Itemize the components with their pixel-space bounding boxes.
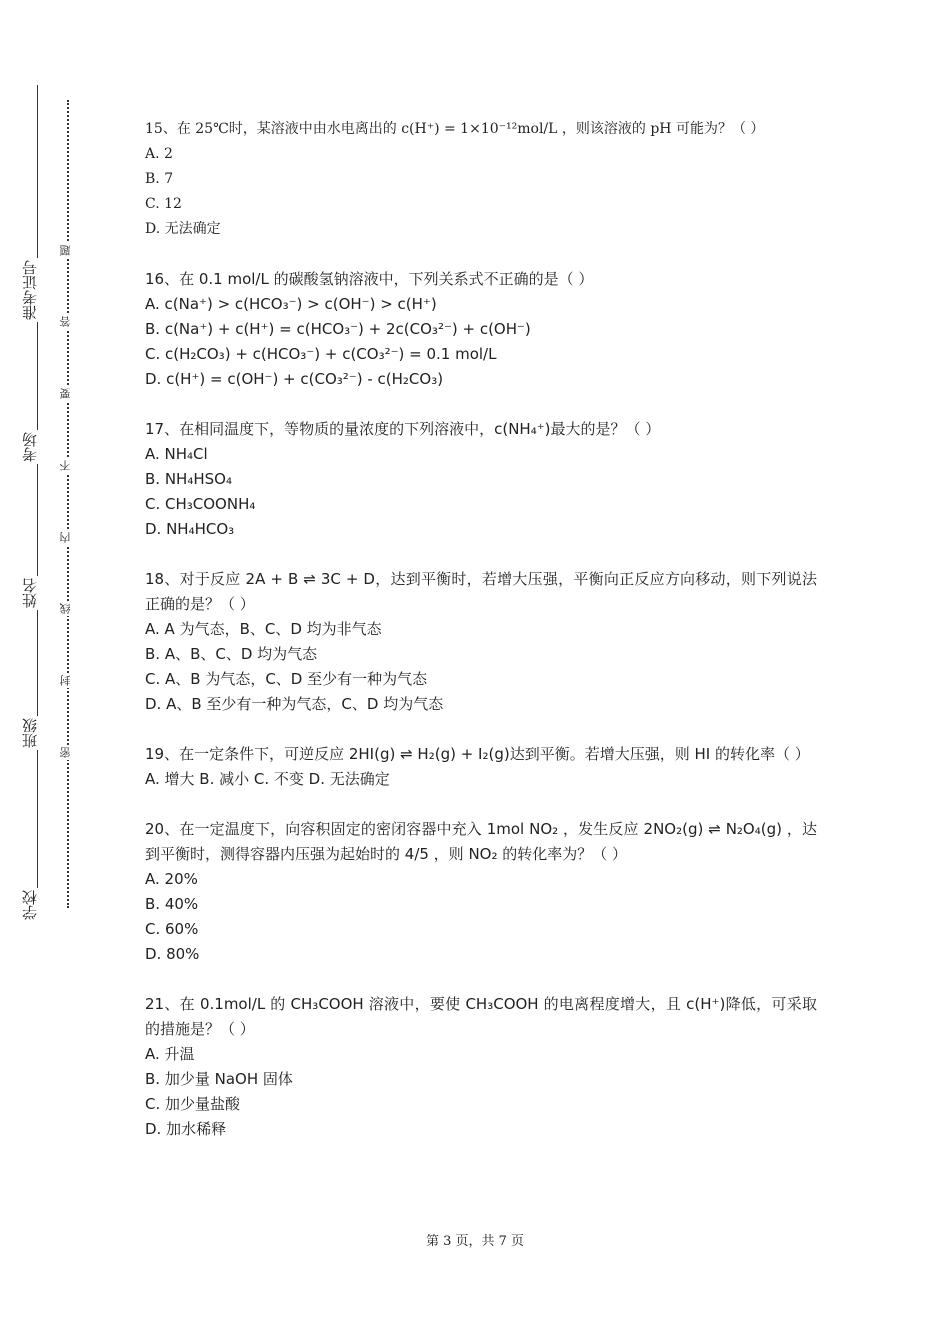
option-c: C. c(H₂CO₃) + c(HCO₃⁻) + c(CO₃²⁻) = 0.1 mol/L (145, 345, 497, 363)
field-label-exam-room: 考场 (23, 430, 53, 464)
option-b: B. 40% (145, 895, 199, 913)
seal-char: 内 (60, 530, 76, 545)
seal-char: 密 (60, 745, 76, 760)
field-label-class: 班级 (23, 716, 53, 750)
seal-char: 封 (60, 673, 76, 688)
question-15 (145, 117, 817, 242)
question-stem: 15、在 25℃时，某溶液中由水电离出的 c(H⁺) = 1×10⁻¹²mol/L ，则该溶液的 pH 可能为？（ ） (145, 121, 765, 137)
option-c: C. CH₃COONH₄ (145, 495, 256, 513)
question-20 (145, 817, 817, 967)
question-list (145, 117, 817, 1167)
option-a: A. 2 (145, 146, 173, 162)
option-b: B. A、B、C、D 均为气态 (145, 645, 318, 663)
seal-char: 不 (60, 458, 76, 473)
option-c: C. A、B 为气态，C、D 至少有一种为气态 (145, 670, 428, 688)
option-a: A. 升温 (145, 1045, 195, 1063)
question-stem: 20、在一定温度下，向容积固定的密闭容器中充入 1mol NO₂ ，发生反应 2NO₂(g) ⇌ N₂O₄(g) ，达到平衡时，测得容器内压强为起始时的 4/5 ，则 NO₂ 的转化率为？（ ） (145, 820, 817, 863)
option-a: A. c(Na⁺) > c(HCO₃⁻) > c(OH⁻) > c(H⁺) (145, 295, 437, 313)
seal-char: 线 (60, 601, 76, 616)
option-a: A. 20% (145, 870, 198, 888)
question-21 (145, 992, 817, 1142)
options-inline: A. 增大 B. 减小 C. 不变 D. 无法确定 (145, 770, 390, 788)
question-17 (145, 417, 817, 542)
option-d: D. 80% (145, 945, 200, 963)
question-stem: 18、对于反应 2A + B ⇌ 3C + D，达到平衡时，若增大压强，平衡向正反应方向移动，则下列说法正确的是？（ ） (145, 570, 817, 613)
option-d: D. 加水稀释 (145, 1120, 227, 1138)
option-a: A. A 为气态，B、C、D 均为非气态 (145, 620, 382, 638)
option-d: D. 无法确定 (145, 221, 221, 237)
binding-solid-line (37, 85, 38, 921)
question-19 (145, 742, 817, 792)
field-label-name: 姓名 (23, 576, 53, 610)
question-stem: 16、在 0.1 mol/L 的碳酸氢钠溶液中，下列关系式不正确的是（ ） (145, 270, 594, 288)
question-stem: 21、在 0.1mol/L 的 CH₃COOH 溶液中，要使 CH₃COOH 的电离程度增大，且 c(H⁺)降低，可采取的措施是？（ ） (145, 995, 817, 1038)
option-d: D. A、B 至少有一种为气态，C、D 均为气态 (145, 695, 444, 713)
option-b: B. NH₄HSO₄ (145, 470, 232, 488)
option-d: D. c(H⁺) = c(OH⁻) + c(CO₃²⁻) - c(H₂CO₃) (145, 370, 444, 388)
question-16 (145, 267, 817, 392)
seal-char: 题 (60, 243, 76, 258)
seal-dotted-line (67, 100, 69, 908)
field-label-exam-id: 准考证号 (23, 258, 53, 322)
question-stem: 19、在一定条件下，可逆反应 2HI(g) ⇌ H₂(g) + I₂(g)达到平衡。若增大压强，则 HI 的转化率（ ） (145, 745, 810, 763)
option-c: C. 12 (145, 196, 182, 212)
binding-margin (0, 0, 110, 1344)
option-c: C. 加少量盐酸 (145, 1095, 241, 1113)
option-b: B. 7 (145, 171, 174, 187)
seal-char: 要 (60, 386, 76, 401)
question-stem: 17、在相同温度下，等物质的量浓度的下列溶液中，c(NH₄⁺)最大的是？（ ） (145, 420, 661, 438)
option-a: A. NH₄Cl (145, 445, 208, 463)
field-label-school: 学校 (23, 888, 53, 922)
option-b: B. 加少量 NaOH 固体 (145, 1070, 293, 1088)
seal-char: 答 (60, 314, 76, 329)
option-d: D. NH₄HCO₃ (145, 520, 235, 538)
option-b: B. c(Na⁺) + c(H⁺) = c(HCO₃⁻) + 2c(CO₃²⁻) + c(OH⁻) (145, 320, 531, 338)
question-18 (145, 567, 817, 717)
page-number: 第 3 页，共 7 页 (425, 1234, 525, 1249)
option-c: C. 60% (145, 920, 199, 938)
